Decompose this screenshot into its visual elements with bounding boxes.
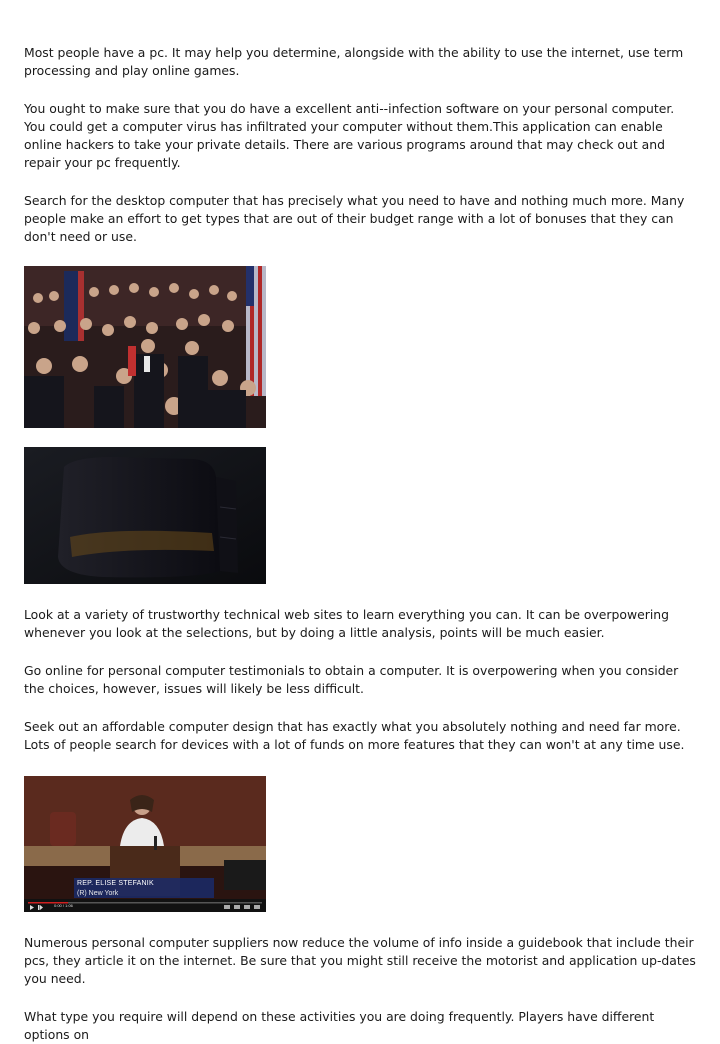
video-caption-location: (R) New York <box>77 890 119 897</box>
video-time: 0:00 / 1:06 <box>54 903 73 908</box>
paragraph-2: You ought to make sure that you do have a excellent anti--infection software on your personal computer. You could get a computer virus has infiltrated your computer without them.This application can enable online hackers to take your private details. There are various programs around that may check out and repair your pc frequently. <box>24 101 675 170</box>
paragraph-6: Seek out an affordable computer design that has exactly what you absolutely nothing and need far more. Lots of people search for devices with a lot of funds on more features that they can won't at any time use. <box>24 719 685 752</box>
article-body <box>24 44 696 1044</box>
paragraph-3: Search for the desktop computer that has precisely what you need to have and nothing much more. Many people make an effort to get types that are out of their budget range with a lot of bonuses that they can don't need or use. <box>24 193 685 244</box>
paragraph-8: What type you require will depend on these activities you are doing frequently. Players have different options on <box>24 1009 655 1042</box>
paragraph-5: Go online for personal computer testimonials to obtain a computer. It is overpowering when you consider the choices, however, issues will likely be less difficult. <box>24 663 679 696</box>
congress-video-still <box>24 776 266 912</box>
paragraph-7: Numerous personal computer suppliers now reduce the volume of info inside a guidebook that include their pcs, they article it on the internet. Be sure that you might still receive the motorist and application up-dates you need. <box>24 935 696 986</box>
video-caption-name: REP. ELISE STEFANIK <box>77 880 154 887</box>
paragraph-1: Most people have a pc. It may help you determine, alongside with the ability to use the internet, use term processing and play online games. <box>24 45 684 78</box>
pc-tower-photo <box>24 447 266 584</box>
paragraph-4: Look at a variety of trustworthy technical web sites to learn everything you can. It can be overpowering whenever you look at the selections, but by doing a little analysis, points will be much easier. <box>24 607 669 640</box>
ceremony-crowd-photo <box>24 266 266 428</box>
